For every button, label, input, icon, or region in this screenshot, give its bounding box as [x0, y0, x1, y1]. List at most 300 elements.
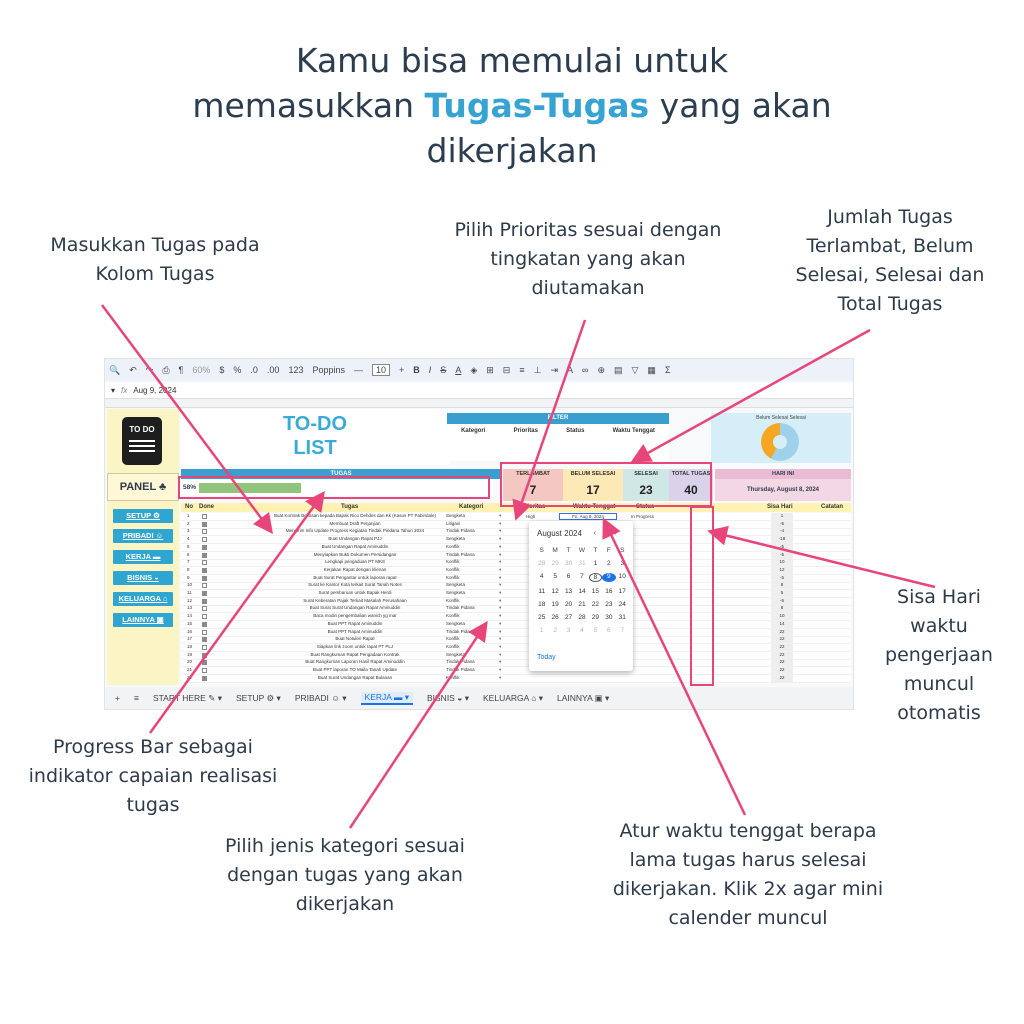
row-no: 2 [187, 520, 190, 526]
kategori-cell[interactable]: Konflik [446, 674, 460, 680]
weekday-label: T [566, 547, 571, 554]
tab-icon: ✎ [208, 692, 216, 703]
col-done: Done [199, 504, 214, 510]
headline-highlight: Tugas-Tugas [424, 86, 650, 125]
paint-format-icon[interactable]: ¶ [178, 365, 184, 375]
task-text[interactable]: Lengkapi pengaduan PT MKS [325, 559, 385, 565]
weekday-label: S [620, 547, 625, 554]
tab-icon: ▣ [594, 692, 603, 703]
tab-label: PRIBADI [294, 692, 329, 703]
font-size-minus[interactable]: — [354, 365, 363, 375]
task-text[interactable]: Membuat Draft Perjanjian [329, 520, 381, 526]
kategori-cell[interactable]: Tindak Pidana [446, 551, 475, 557]
task-text[interactable]: Buat Notulen Rapat [335, 636, 375, 642]
row-no: 7 [187, 559, 190, 565]
filter-icon[interactable]: ▽ [631, 364, 639, 375]
note-line: Total Tugas [837, 293, 943, 315]
row-no: 9 [187, 574, 190, 580]
font-select[interactable]: Poppins [312, 365, 345, 375]
note-line: Jumlah Tugas [827, 206, 953, 228]
calendar-day[interactable]: 17 [618, 588, 626, 595]
calendar-day[interactable]: 30 [564, 560, 573, 567]
calendar-day[interactable]: 7 [620, 627, 625, 634]
sisa-hari-cell: 22 [771, 629, 793, 636]
tab-setup[interactable]: SETUP ⚙ ▾ [235, 692, 281, 703]
note-line: dengan tugas yang akan [227, 864, 463, 886]
row-no: 3 [187, 528, 190, 534]
note-line: pengerjaan [885, 644, 993, 666]
dropdown-chevron-icon[interactable]: ▾ [499, 574, 502, 580]
stat-value: 23 [639, 483, 653, 497]
note-line: tingkatan yang akan [490, 248, 686, 270]
headline-text: memasukkan [192, 86, 425, 125]
calendar-day[interactable]: 23 [605, 601, 613, 608]
calendar-day[interactable]: 1 [593, 560, 598, 567]
weekday-label: M [552, 547, 558, 554]
kategori-cell[interactable]: Tindak Pidana [446, 659, 475, 665]
kategori-cell[interactable]: Sengketa [446, 582, 466, 588]
font-size-plus[interactable]: + [399, 365, 405, 375]
clipboard-label: TO DO [129, 425, 155, 434]
kategori-cell[interactable]: Sengketa [446, 620, 466, 626]
calendar-day[interactable]: 12 [551, 588, 559, 595]
sisa-hari-cell: -5 [771, 598, 793, 605]
title-line-2: LIST [293, 437, 337, 459]
stat-value: 7 [529, 483, 537, 497]
calendar-day[interactable]: 28 [538, 560, 546, 567]
calendar-day[interactable]: 21 [578, 601, 586, 608]
filter-waktu[interactable]: Waktu Tenggat [612, 428, 655, 434]
col-status: Status [636, 504, 655, 510]
task-text[interactable]: Buat Rangkuman Laporan Hasil Rapat Aminuddin [305, 659, 405, 665]
task-text[interactable]: Buat Undangan Rapat PJJ [328, 536, 382, 542]
calendar-day[interactable]: 2 [607, 560, 611, 567]
note-line: muncul [903, 673, 975, 695]
nav-label: BISNIS [127, 573, 153, 582]
dropdown-chevron-icon[interactable]: ▾ [499, 536, 502, 542]
task-text[interactable]: Buat Surat Surat Undangan Rapat Aminuddin [309, 605, 401, 611]
nav-setup-button[interactable]: SETUP ⚙ [113, 509, 173, 523]
calendar-day[interactable]: 3 [620, 560, 625, 567]
dropdown-chevron-icon[interactable]: ▾ [499, 582, 502, 588]
kategori-cell[interactable]: Konflik [446, 636, 460, 642]
hari-ini-label: HARI INI [715, 469, 851, 479]
calendar-day[interactable]: 1 [539, 627, 544, 634]
dropdown-chevron-icon[interactable]: ▾ [499, 520, 502, 526]
zoom-select[interactable]: 60% [192, 365, 211, 375]
row-no: 10 [187, 582, 193, 588]
nav-keluarga-button[interactable]: KELUARGA ⌂ [113, 592, 173, 606]
currency-button[interactable]: $ [219, 365, 225, 375]
row-no: 4 [187, 536, 190, 542]
calendar-day[interactable]: 13 [564, 588, 573, 595]
search-icon[interactable]: 🔍 [109, 364, 121, 375]
row-no: 6 [187, 551, 190, 557]
nav-label: SETUP [126, 511, 152, 520]
calendar-day[interactable]: 19 [551, 601, 559, 608]
calendar-day[interactable]: 18 [538, 601, 546, 608]
calendar-day[interactable]: 4 [580, 627, 584, 634]
row-no: 5 [187, 543, 190, 549]
panel-title-text: PANEL [119, 481, 156, 493]
note-line: waktu [910, 615, 968, 637]
row-no: 17 [187, 636, 193, 642]
arrow-sisa [712, 532, 935, 587]
arrow-prioritas [517, 320, 585, 516]
chart-icon[interactable]: ▤ [613, 364, 623, 375]
sisa-hari-cell: 22 [771, 644, 793, 651]
fill-color-icon[interactable]: ◈ [470, 364, 478, 375]
dropdown-chevron-icon[interactable]: ▾ [499, 590, 502, 595]
weekday-label: S [539, 547, 544, 554]
calendar-day[interactable]: 25 [538, 614, 546, 621]
headline-line-1: Kamu bisa memulai untuk [295, 41, 729, 80]
wrap-icon[interactable]: ⇥ [550, 364, 558, 375]
task-text[interactable]: Mengirim Info Update Progress Kegiatan Tindak Pindana Tahun 2024 [285, 528, 425, 534]
calendar-day[interactable]: 29 [551, 560, 559, 567]
tab-bisnis[interactable]: BISNIS ◒ ▾ [426, 692, 470, 703]
note-line: Masukkan Tugas pada [50, 234, 260, 256]
kategori-cell[interactable]: Konflik [446, 613, 460, 619]
sisa-hari-cell: 14 [771, 621, 793, 628]
row-no: 11 [187, 590, 192, 595]
functions-icon[interactable]: Σ [664, 365, 671, 375]
row-no: 18 [187, 643, 193, 649]
dropdown-chevron-icon[interactable]: ▾ [499, 605, 502, 611]
sisa-hari-cell: 22 [771, 659, 793, 666]
sisa-hari-cell: 10 [771, 559, 793, 566]
sisa-hari-cell: -5 [771, 544, 793, 551]
calendar-day[interactable]: 30 [605, 614, 613, 621]
calendar-day[interactable]: 3 [566, 627, 571, 634]
dropdown-chevron-icon[interactable]: ▾ [499, 667, 502, 672]
sisa-hari-cell: 1 [771, 513, 793, 520]
title-line-1: TO-DO [282, 413, 348, 435]
arrow-tenggat [605, 522, 745, 815]
dropdown-chevron-icon[interactable]: ▾ [499, 551, 502, 557]
col-no: No [185, 504, 193, 510]
undo-icon[interactable]: ↶ [129, 364, 137, 375]
calendar-day[interactable]: 5 [593, 627, 598, 634]
filter-kategori[interactable]: Kategori [461, 428, 486, 434]
nav-label: KERJA [125, 552, 151, 561]
weekday-label: T [593, 547, 598, 554]
tab-icon: ▬ [393, 691, 403, 702]
task-text[interactable]: Surat Keberatan Pajak Terkait Masalah Perusahaan [303, 597, 407, 603]
row-no: 12 [187, 597, 193, 603]
task-text[interactable]: Buat Undangan Rapat Aminuddin [321, 543, 389, 549]
calendar-day[interactable]: 24 [618, 601, 626, 608]
calendar-day[interactable]: 16 [605, 588, 613, 595]
sisa-hari-cell: 8 [771, 605, 793, 612]
tab-keluarga[interactable]: KELUARGA ⌂ ▾ [483, 692, 543, 703]
calendar-day[interactable]: 5 [553, 573, 557, 580]
tab-label: KELUARGA [483, 692, 529, 703]
kategori-cell[interactable]: Sengketa [446, 513, 466, 518]
tab-start-here[interactable]: START HERE ✎ ▾ [152, 692, 222, 703]
calendar-day[interactable]: 8 [589, 573, 602, 582]
row-no: 21 [187, 667, 193, 672]
sisa-hari-cell: 8 [771, 582, 793, 589]
task-text[interactable]: Menyiapkan Bukti Dokumen Persidangan [313, 551, 397, 557]
kategori-cell[interactable]: Litigasi [446, 520, 461, 526]
col-waktu: Waktu Tenggat [573, 504, 616, 510]
tab-icon: ⚙ [266, 692, 275, 703]
note-line: lama tugas harus selesai [629, 849, 867, 871]
fx-icon: fx [121, 386, 128, 395]
sisa-hari-cell: -5 [771, 575, 793, 582]
status-cell[interactable]: In Progress [631, 514, 655, 519]
row-no: 15 [187, 620, 193, 626]
task-text[interactable]: Buat PPT Rapat Aminuddin [327, 628, 383, 634]
calendar-today-button[interactable]: Today [537, 654, 556, 661]
row-no: 1 [187, 513, 190, 518]
link-icon[interactable]: ∞ [582, 365, 589, 375]
stat-value: 17 [586, 483, 600, 497]
nav-bisnis-button[interactable]: BISNIS ◒ [113, 571, 173, 585]
waktu-tenggat-cell[interactable]: Fri, Aug 9, 2024 [559, 513, 617, 520]
note-line: Kolom Tugas [95, 263, 215, 285]
note-line: Atur waktu tenggat berapa [619, 820, 877, 842]
row-no: 20 [187, 659, 193, 665]
dropdown-chevron-icon[interactable]: ▾ [499, 636, 502, 642]
all-sheets-icon[interactable]: ≡ [133, 693, 139, 703]
progress-label: 58% [183, 484, 197, 491]
align-icon[interactable]: ≡ [519, 365, 525, 375]
tab-icon: ◒ [457, 692, 463, 703]
dropdown-chevron-icon[interactable]: ▾ [499, 543, 502, 549]
calendar-day[interactable]: 4 [539, 573, 544, 580]
task-text[interactable]: Buat Rangkuman Rapat Pengadaan Kontrak [310, 651, 400, 657]
task-text[interactable]: Buat Surat Pengantar untuk laporan rapat [313, 574, 397, 580]
merge-icon[interactable]: ⊟ [502, 364, 511, 375]
views-icon[interactable]: ▦ [647, 364, 656, 375]
font-size-input[interactable]: 10 [372, 364, 390, 376]
note-line: tugas [126, 794, 180, 816]
note-line: Pilih Prioritas sesuai dengan [454, 219, 722, 241]
tab-kerja[interactable]: KERJA ▬ ▾ [361, 692, 413, 705]
col-kategori: Kategori [459, 504, 484, 510]
arrow-progress [150, 495, 322, 733]
headline-text-2: yang akan [649, 86, 832, 125]
stat-label: BELUM SELESAI [570, 471, 616, 477]
note-line: calender muncul [668, 907, 828, 929]
tab-lainnya[interactable]: LAINNYA ▣ ▾ [557, 692, 610, 703]
kategori-cell[interactable]: Tindak Pidana [446, 528, 475, 534]
tab-label: SETUP [235, 692, 265, 703]
dropdown-chevron-icon[interactable]: ▾ [499, 566, 502, 572]
calendar-day[interactable]: 2 [553, 627, 557, 634]
sisa-hari-cell: -18 [771, 536, 793, 543]
tab-label: BISNIS [426, 692, 455, 703]
redo-icon[interactable]: ↷ [145, 364, 154, 375]
calendar-day[interactable]: 22 [591, 601, 600, 608]
formula-input[interactable]: Aug 9, 2024 [133, 386, 177, 395]
headline-line-3: dikerjakan [426, 131, 598, 170]
row-no: 19 [187, 651, 193, 657]
col-catatan: Catatan [821, 504, 844, 510]
dropdown-chevron-icon[interactable]: ▾ [499, 528, 502, 534]
calendar-day[interactable]: 26 [551, 614, 559, 621]
dropdown-chevron-icon[interactable]: ▾ [499, 659, 502, 665]
kategori-cell[interactable]: Konflik [446, 543, 460, 549]
task-text[interactable]: Buat PPT Rapat Aminuddin [327, 620, 383, 626]
stat-label: TERLAMBAT [503, 469, 563, 479]
task-text[interactable]: Siapkan link zoom untuk rapat PT PLJ [316, 643, 394, 649]
sisa-hari-cell: 12 [771, 567, 793, 574]
hari-ini-value: Thursday, August 8, 2024 [746, 487, 820, 493]
tab-label: START HERE [152, 692, 206, 703]
row-no: 16 [187, 628, 193, 634]
note-line: Selesai, Selesai dan [795, 264, 985, 286]
filter-prioritas[interactable]: Prioritas [513, 428, 538, 434]
row-no: 8 [187, 566, 190, 572]
kategori-cell[interactable]: Tindak Pidana [446, 605, 475, 611]
sisa-hari-cell: 10 [771, 613, 793, 620]
increase-decimal-button[interactable]: .00 [266, 365, 280, 375]
dropdown-chevron-icon[interactable]: ▾ [499, 628, 502, 634]
dropdown-chevron-icon[interactable]: ▾ [499, 513, 502, 518]
nav-label: KELUARGA [118, 594, 161, 603]
decrease-decimal-button[interactable]: .0 [250, 365, 258, 375]
calendar-day[interactable]: 10 [618, 573, 626, 580]
kategori-cell[interactable]: Konflik [446, 559, 460, 565]
sisa-hari-cell: 5 [771, 590, 793, 597]
strikethrough-icon[interactable]: S [440, 365, 447, 375]
note-line: dikerjakan. Klik 2x agar mini [612, 878, 884, 900]
calendar-day[interactable]: 6 [566, 573, 571, 580]
sisa-hari-cell: 22 [771, 675, 793, 682]
col-sisa: Sisa Hari [767, 504, 793, 510]
tab-label: LAINNYA [557, 692, 593, 703]
task-text[interactable]: Baca modin pengembalian wanich yg mar [313, 613, 397, 619]
calendar-day[interactable]: 31 [578, 560, 586, 567]
filter-status[interactable]: Status [566, 428, 585, 434]
sisa-hari-cell: 22 [771, 667, 793, 674]
kategori-cell[interactable]: Konflik [446, 566, 460, 572]
weekday-label: F [606, 547, 611, 554]
kategori-cell[interactable]: Konflik [446, 643, 460, 649]
note-line: Sisa Hari [897, 586, 981, 608]
dropdown-chevron-icon[interactable]: ▾ [499, 613, 502, 619]
row-no: 14 [187, 613, 193, 619]
rotate-icon[interactable]: A [567, 365, 574, 375]
kategori-cell[interactable]: Tindak Pidana [446, 628, 475, 634]
calendar-day[interactable]: 6 [607, 627, 611, 634]
calendar-day[interactable]: 14 [578, 588, 586, 595]
italic-icon[interactable]: I [428, 365, 432, 375]
note-line: dikerjakan [295, 893, 395, 915]
task-text[interactable]: Surat pembaruan untuk Bapak Herdi [318, 590, 392, 595]
comment-icon[interactable]: ⊕ [597, 364, 605, 375]
arrow-kategori [350, 625, 485, 828]
calendar-day[interactable]: 29 [591, 614, 600, 621]
calendar-day[interactable]: 9 [602, 573, 615, 582]
kategori-cell[interactable]: Sengketa [446, 651, 466, 657]
note-line: otomatis [897, 702, 981, 724]
calendar-month: August 2024 [537, 529, 582, 538]
stat-value: 40 [684, 483, 698, 497]
note-line: Pilih jenis kategori sesuai [225, 835, 465, 857]
note-line: Progress Bar sebagai [53, 736, 253, 758]
note-line: indikator capaian realisasi [28, 765, 278, 787]
name-box-chevron-icon[interactable]: ▾ [111, 386, 116, 395]
sisa-hari-cell: -5 [771, 521, 793, 528]
nav-pribadi-button[interactable]: PRIBADI ☺ [113, 529, 173, 543]
kategori-cell[interactable]: Tindak Pidana [446, 667, 475, 672]
percent-button[interactable]: % [233, 365, 242, 375]
borders-icon[interactable]: ⊞ [486, 364, 494, 375]
arrow-jumlah [635, 330, 870, 460]
col-tugas: Tugas [341, 504, 359, 510]
note-line: Terlambat, Belum [806, 235, 974, 257]
valign-icon[interactable]: ⊥ [533, 364, 542, 375]
weekday-label: W [578, 547, 586, 554]
filter-header: FILTER [447, 413, 669, 424]
calendar-day[interactable]: 7 [580, 573, 584, 580]
task-text[interactable]: Surat ke Kantor Kota terkait Surat Tanah Notes [308, 582, 402, 588]
dropdown-chevron-icon[interactable]: ▾ [499, 643, 502, 649]
number-format-button[interactable]: 123 [288, 365, 304, 375]
task-text[interactable]: Buat Surat Undangan Rapat Bulanan [317, 674, 393, 680]
arrow-tugas [102, 305, 270, 530]
nav-label: LAINNYA [122, 615, 155, 624]
kategori-cell[interactable]: Sengketa [446, 590, 466, 595]
kategori-cell[interactable]: Konflik [446, 597, 460, 603]
kategori-cell[interactable]: Sengketa [446, 536, 466, 542]
panel-title: PANEL ♣ [107, 473, 179, 501]
calendar-day[interactable]: 28 [578, 614, 586, 621]
tab-label: KERJA [364, 691, 392, 702]
calendar-day[interactable]: 31 [618, 614, 626, 621]
sisa-hari-cell: 22 [771, 652, 793, 659]
nav-lainnya-button[interactable]: LAINNYA ▣ [113, 613, 173, 627]
stat-label: SELESAI [634, 471, 658, 477]
dropdown-chevron-icon[interactable]: ▾ [499, 559, 502, 565]
task-text[interactable]: Kerjakan Rapat dengan klienan [323, 566, 387, 572]
row-no: 13 [187, 605, 193, 611]
calendar-day[interactable]: 20 [564, 601, 573, 608]
dropdown-chevron-icon[interactable]: ▾ [499, 597, 502, 603]
stat-label: TOTAL TUGAS [671, 471, 711, 477]
row-no: 22 [187, 674, 193, 680]
tugas-header: TUGAS [181, 469, 501, 479]
nav-kerja-button[interactable]: KERJA ▬ [113, 550, 173, 564]
donut-legend: Belum Selesai Selesai [756, 415, 806, 421]
task-text[interactable]: Buat Kontrak Bekasan kepada Bapak Rico Dehdes dan Kk (Kasus PT Pabindale) [273, 513, 436, 518]
calendar-nav-arrows[interactable]: ‹ › [593, 528, 625, 537]
dropdown-chevron-icon[interactable]: ▾ [499, 651, 502, 657]
sisa-hari-cell: -5 [771, 552, 793, 559]
sisa-hari-cell: 22 [771, 636, 793, 643]
calendar-day[interactable]: 27 [564, 614, 573, 621]
sisa-hari-cell: -4 [771, 528, 793, 535]
calendar-day[interactable]: 11 [538, 588, 546, 595]
bold-icon[interactable]: B [413, 365, 420, 375]
nav-label: PRIBADI [122, 531, 154, 540]
dropdown-chevron-icon[interactable]: ▾ [499, 620, 502, 626]
text-color-icon[interactable]: A [455, 365, 462, 375]
prioritas-cell[interactable]: High [526, 514, 536, 519]
kategori-cell[interactable]: Konflik [446, 574, 460, 580]
tab-pribadi[interactable]: PRIBADI ☺ ▾ [294, 692, 347, 703]
dropdown-chevron-icon[interactable]: ▾ [499, 674, 502, 680]
tab-icon: ☺ [331, 692, 340, 703]
add-sheet-icon[interactable]: + [115, 693, 120, 703]
print-icon[interactable]: ⎙ [162, 364, 170, 375]
task-text[interactable]: Buat PPT laporan TO Maila Tanah Update [313, 667, 397, 672]
calendar-day[interactable]: 15 [591, 588, 600, 595]
